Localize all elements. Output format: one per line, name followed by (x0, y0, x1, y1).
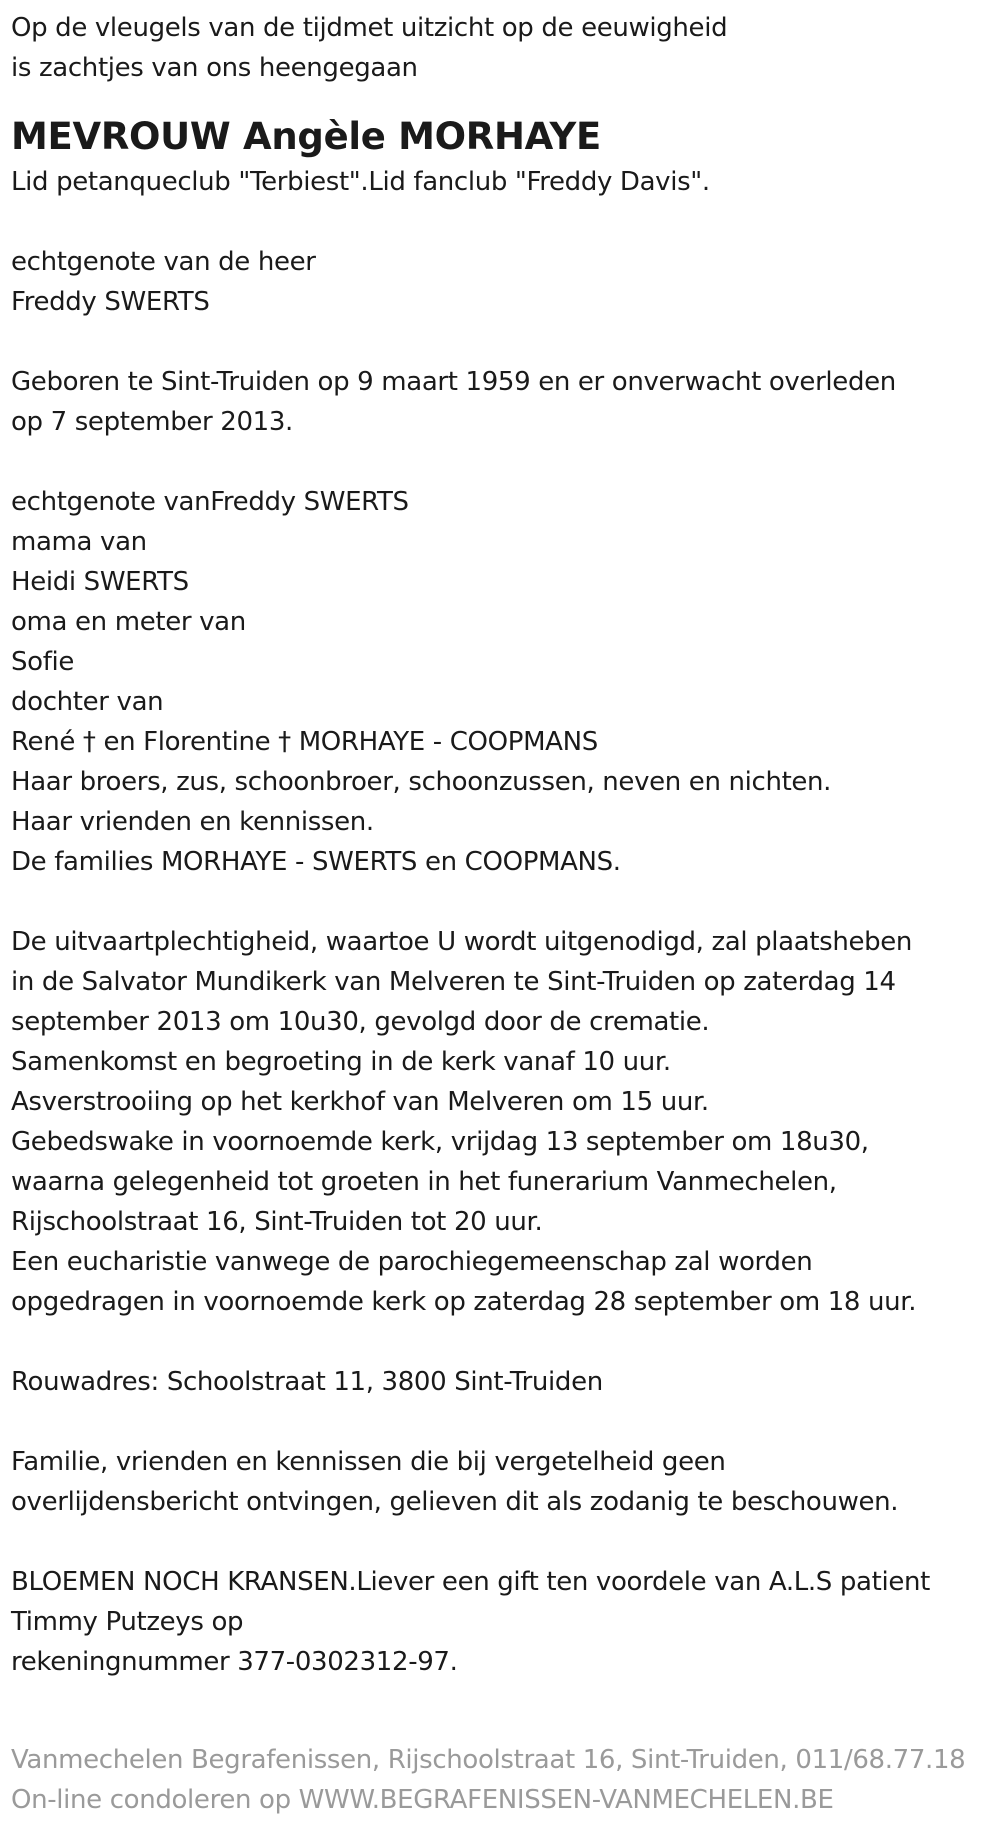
family-friends: Haar vrienden en kennissen. (11, 807, 374, 837)
intro-block (11, 8, 1000, 88)
spacer (11, 322, 1000, 362)
online-condolences-info: On-line condoleren op WWW.BEGRAFENISSEN-VANMECHELEN.BE (11, 1785, 834, 1815)
funeral-home-info: Vanmechelen Begrafenissen, Rijschoolstraat 16, Sint-Truiden, 011/68.77.18 (11, 1745, 966, 1775)
ceremony-line: Asverstrooiing op het kerkhof van Melveren om 15 uur. (11, 1087, 709, 1117)
family-spouse: echtgenote vanFreddy SWERTS (11, 487, 409, 517)
deceased-name: MEVROUW Angèle MORHAYE (11, 115, 601, 158)
ceremony-line: De uitvaartplechtigheid, waartoe U wordt uitgenodigd, zal plaatsheben (11, 927, 913, 957)
ceremony-line: in de Salvator Mundikerk van Melveren te Sint-Truiden op zaterdag 14 (11, 967, 896, 997)
family-families: De families MORHAYE - SWERTS en COOPMANS. (11, 847, 621, 877)
ceremony-line: september 2013 om 10u30, gevolgd door de crematie. (11, 1007, 710, 1037)
ceremony-line: opgedragen in voornoemde kerk op zaterdag 28 september om 18 uur. (11, 1287, 917, 1317)
mourning-address: Rouwadres: Schoolstraat 11, 3800 Sint-Truiden (11, 1367, 603, 1397)
notice-block (11, 1442, 1000, 1522)
family-child: Heidi SWERTS (11, 567, 189, 597)
ceremony-line: Samenkomst en begroeting in de kerk vanaf 10 uur. (11, 1047, 671, 1077)
birth-line: Geboren te Sint-Truiden op 9 maart 1959 en er onverwacht overleden (11, 367, 896, 397)
spouse-name: Freddy SWERTS (11, 287, 210, 317)
spacer (11, 882, 1000, 922)
ceremony-block (11, 922, 1000, 1322)
ceremony-line: Een eucharistie vanwege de parochiegemeenschap zal worden (11, 1247, 813, 1277)
intro-line: is zachtjes van ons heengegaan (11, 53, 418, 83)
father-name: René (11, 727, 83, 757)
ceremony-line: Rijschoolstraat 16, Sint-Truiden tot 20 uur. (11, 1207, 543, 1237)
spacer (11, 1522, 1000, 1562)
spouse-intro-line: echtgenote van de heer (11, 247, 316, 277)
footer (11, 1740, 965, 1820)
family-grandchild: Sofie (11, 647, 75, 677)
family-siblings: Haar broers, zus, schoonbroer, schoonzussen, neven en nichten. (11, 767, 832, 797)
family-mother-of-label: mama van (11, 527, 147, 557)
ceremony-line: Gebedswake in voornoemde kerk, vrijdag 13 september om 18u30, (11, 1127, 869, 1157)
family-daughter-of-label: dochter van (11, 687, 164, 717)
family-parents (11, 722, 1000, 762)
flowers-line: Timmy Putzeys op (11, 1607, 244, 1637)
cross-icon: † (278, 727, 291, 757)
parents-surnames: MORHAYE - COOPMANS (290, 727, 598, 757)
spacer (11, 1322, 1000, 1362)
ceremony-line: waarna gelegenheid tot groeten in het funerarium Vanmechelen, (11, 1167, 837, 1197)
spacer (11, 442, 1000, 482)
flowers-block (11, 1562, 1000, 1682)
birth-line: op 7 september 2013. (11, 407, 293, 437)
cross-icon: † (82, 727, 96, 757)
account-number: rekeningnummer 377-0302312-97. (11, 1647, 458, 1677)
mother-name: en Florentine (95, 727, 279, 757)
notice-line: Familie, vrienden en kennissen die bij vergetelheid geen (11, 1447, 726, 1477)
family-block (11, 482, 1000, 882)
family-grandmother-label: oma en meter van (11, 607, 246, 637)
spouse-intro-block (11, 242, 1000, 322)
notice-line: overlijdensbericht ontvingen, gelieven dit als zodanig te beschouwen. (11, 1487, 899, 1517)
spacer (11, 202, 1000, 242)
flowers-line: BLOEMEN NOCH KRANSEN.Liever een gift ten voordele van A.L.S patient (11, 1567, 930, 1597)
club-memberships: Lid petanqueclub "Terbiest".Lid fanclub "Freddy Davis". (11, 167, 710, 197)
intro-line: Op de vleugels van de tijdmet uitzicht op de eeuwigheid (11, 13, 728, 43)
spacer (11, 1402, 1000, 1442)
birth-death-block (11, 362, 1000, 442)
